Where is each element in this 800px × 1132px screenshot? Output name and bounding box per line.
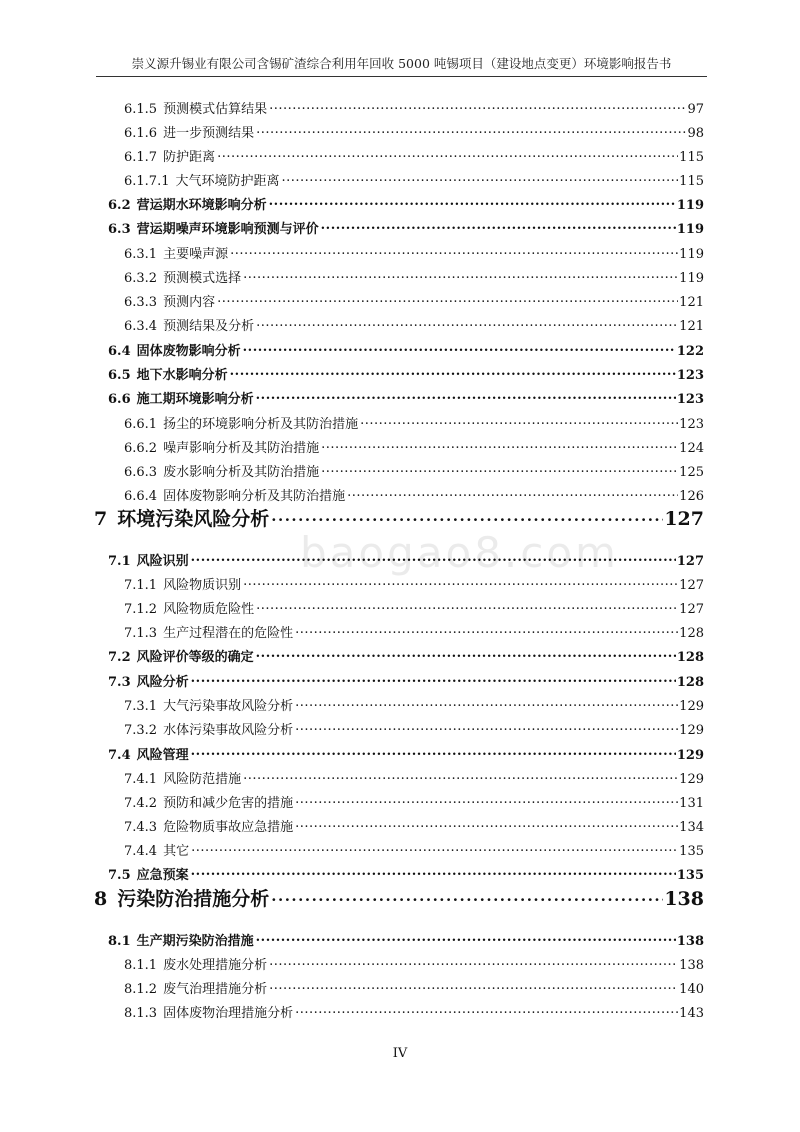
toc-entry-number: 7.4 (108, 748, 131, 763)
dot-leader (269, 956, 678, 969)
toc-entry-page: 127 (676, 554, 704, 569)
toc-entry-page: 123 (679, 417, 704, 432)
toc-entry-page: 135 (679, 844, 704, 859)
toc-entry-number: 6.3.2 (124, 271, 158, 286)
toc-entry-page: 97 (687, 102, 704, 117)
dot-leader (347, 487, 678, 500)
toc-entry[interactable] (124, 978, 704, 997)
toc-entry-page: 121 (679, 295, 704, 310)
toc-entry-number: 7.2 (108, 650, 131, 665)
dot-leader (269, 196, 676, 209)
toc-entry-title: 风险物质识别 (163, 578, 242, 593)
toc-entry-page: 123 (676, 368, 704, 383)
dot-leader (191, 673, 676, 686)
toc-entry[interactable] (124, 437, 704, 456)
toc-entry-number: 6.6 (108, 392, 131, 407)
toc-entry-title: 风险管理 (136, 748, 189, 763)
toc-entry-page: 129 (676, 748, 704, 763)
toc-entry-page: 129 (679, 699, 704, 714)
toc-entry-title: 固体废物影响分析及其防治措施 (163, 489, 346, 504)
toc-entry-number: 6.2 (108, 198, 131, 213)
dot-leader (243, 770, 678, 783)
toc-entry-title: 水体污染事故风险分析 (163, 723, 294, 738)
toc-entry-number: 6.6.1 (124, 417, 158, 432)
toc-entry-page: 121 (679, 319, 704, 334)
toc-entry-title: 其它 (163, 844, 190, 859)
toc-entry-number: 8 (94, 888, 108, 910)
toc-entry-number: 6.3.1 (124, 247, 158, 262)
toc-entry-title: 营运期噪声环境影响预测与评价 (136, 222, 319, 237)
dot-leader (256, 932, 676, 945)
dot-leader (271, 890, 663, 905)
toc-entry-page: 128 (676, 675, 704, 690)
toc-entry[interactable] (124, 461, 704, 480)
toc-entry-page: 115 (679, 150, 704, 165)
page-number: IV (392, 1046, 408, 1061)
toc-entry-number: 7.4.3 (124, 820, 158, 835)
toc-entry[interactable] (108, 550, 704, 569)
dot-leader (295, 794, 678, 807)
toc-entry-number: 6.3.4 (124, 319, 158, 334)
toc-entry-title: 应急预案 (136, 868, 189, 883)
toc-entry[interactable] (108, 364, 704, 383)
toc-entry-title: 风险物质危险性 (163, 602, 255, 617)
toc-entry-number: 6.3 (108, 222, 131, 237)
toc-entry-number: 7.3.1 (124, 699, 158, 714)
toc-entry[interactable] (124, 146, 704, 165)
running-header: 崇义源升锡业有限公司含锡矿渣综合利用年回收 5000 吨锡项目（建设地点变更）环境影响报告书 (131, 56, 672, 71)
toc-entry-title: 扬尘的环境影响分析及其防治措施 (163, 417, 359, 432)
toc-entry-title: 预防和减少危害的措施 (163, 796, 294, 811)
toc-entry[interactable] (124, 695, 704, 714)
toc-entry-page: 138 (676, 934, 704, 949)
dot-leader (217, 148, 678, 161)
toc-entry-number: 8.1.2 (124, 982, 158, 997)
toc-entry[interactable] (108, 218, 704, 237)
toc-entry[interactable] (108, 744, 704, 763)
toc-entry-title: 风险分析 (136, 675, 189, 690)
toc-entry[interactable] (124, 170, 704, 189)
toc-entry-number: 6.5 (108, 368, 131, 383)
toc-entry-title: 防护距离 (163, 150, 216, 165)
toc-entry[interactable] (124, 485, 704, 504)
toc-entry-page: 140 (679, 982, 704, 997)
toc-entry-title: 风险识别 (136, 554, 189, 569)
dot-leader (269, 980, 678, 993)
toc-entry-title: 噪声影响分析及其防治措施 (163, 441, 320, 456)
toc-entry-title: 风险评价等级的确定 (136, 650, 254, 665)
toc-entry-number: 7.1.3 (124, 626, 158, 641)
toc-entry-number: 6.1.7 (124, 150, 158, 165)
toc-entry-page: 98 (687, 126, 704, 141)
dot-leader (256, 648, 676, 661)
toc-entry-number: 6.1.6 (124, 126, 158, 141)
toc-entry-title: 废水影响分析及其防治措施 (163, 465, 320, 480)
toc-entry[interactable] (124, 315, 704, 334)
dot-leader (321, 463, 678, 476)
toc-entry[interactable] (108, 388, 704, 407)
toc-entry-title: 生产过程潜在的危险性 (163, 626, 294, 641)
toc-entry-page: 143 (679, 1006, 704, 1021)
toc-entry[interactable] (124, 719, 704, 738)
toc-entry[interactable] (108, 671, 704, 690)
toc-entry-page: 134 (679, 820, 704, 835)
toc-entry-title: 大气环境防护距离 (175, 174, 280, 189)
toc-entry-page: 123 (676, 392, 704, 407)
toc-entry[interactable] (124, 413, 704, 432)
toc-entry-title: 施工期环境影响分析 (136, 392, 254, 407)
dot-leader (321, 220, 676, 233)
dot-leader (191, 866, 676, 879)
toc-entry[interactable] (124, 792, 704, 811)
toc-entry-title: 环境污染风险分析 (117, 508, 270, 530)
toc-entry-number: 6.3.3 (124, 295, 158, 310)
dot-leader (256, 390, 676, 403)
dot-leader (230, 245, 678, 258)
toc-entry[interactable] (124, 243, 704, 262)
toc-entry-number: 7.3.2 (124, 723, 158, 738)
toc-entry-page: 129 (679, 772, 704, 787)
dot-leader (230, 366, 676, 379)
toc-entry-title: 预测内容 (163, 295, 216, 310)
dot-leader (360, 415, 678, 428)
toc-entry-page: 125 (679, 465, 704, 480)
dot-leader (271, 510, 663, 525)
toc-entry-number: 6.4 (108, 344, 131, 359)
toc-entry[interactable] (124, 1002, 704, 1021)
dot-leader (191, 842, 678, 855)
dot-leader (269, 100, 686, 113)
dot-leader (256, 124, 686, 137)
toc-entry-title: 固体废物治理措施分析 (163, 1006, 294, 1021)
toc-entry-number: 7.1 (108, 554, 131, 569)
toc-entry-number: 7.1.1 (124, 578, 158, 593)
toc-entry-page: 127 (679, 602, 704, 617)
toc-entry[interactable] (124, 598, 704, 617)
toc-entry-number: 7.1.2 (124, 602, 158, 617)
toc-entry-page: 129 (679, 723, 704, 738)
toc-entry-number: 6.6.3 (124, 465, 158, 480)
toc-entry-title: 大气污染事故风险分析 (163, 699, 294, 714)
toc-entry[interactable] (108, 930, 704, 949)
toc-entry-page: 119 (679, 247, 704, 262)
toc-entry-title: 进一步预测结果 (163, 126, 255, 141)
toc-entry-number: 7.4.1 (124, 772, 158, 787)
dot-leader (321, 439, 678, 452)
toc-entry-number: 6.6.2 (124, 441, 158, 456)
toc-entry-number: 8.1.1 (124, 958, 158, 973)
toc-entry-page: 122 (676, 344, 704, 359)
toc-entry[interactable] (108, 194, 704, 213)
toc-entry[interactable] (124, 267, 704, 286)
toc-entry-title: 主要噪声源 (163, 247, 229, 262)
toc-entry-page: 131 (679, 796, 704, 811)
toc-entry[interactable] (108, 864, 704, 883)
toc-entry[interactable] (108, 646, 704, 665)
toc-entry-title: 营运期水环境影响分析 (136, 198, 267, 213)
toc-entry-page: 119 (676, 222, 704, 237)
toc-entry-title: 废水处理措施分析 (163, 958, 268, 973)
toc-entry-page: 128 (676, 650, 704, 665)
toc-entry-page: 138 (679, 958, 704, 973)
toc-entry-title: 固体废物影响分析 (136, 344, 241, 359)
toc-entry-page: 115 (679, 174, 704, 189)
dot-leader (295, 818, 678, 831)
toc-entry[interactable] (108, 340, 704, 359)
dot-leader (295, 697, 678, 710)
toc-entry-number: 7.4.2 (124, 796, 158, 811)
dot-leader (243, 576, 678, 589)
toc-entry-title: 预测模式选择 (163, 271, 242, 286)
dot-leader (256, 600, 678, 613)
dot-leader (295, 721, 678, 734)
toc-entry-page: 124 (679, 441, 704, 456)
dot-leader (243, 269, 678, 282)
toc-entry[interactable] (124, 768, 704, 787)
dot-leader (295, 1004, 678, 1017)
toc-entry[interactable] (124, 840, 704, 859)
dot-leader (217, 293, 678, 306)
toc-entry-page: 119 (676, 198, 704, 213)
toc-entry-title: 地下水影响分析 (136, 368, 228, 383)
toc-entry[interactable] (124, 622, 704, 641)
toc-entry[interactable] (94, 504, 704, 531)
dot-leader (295, 624, 678, 637)
toc-entry[interactable] (124, 122, 704, 141)
toc-entry-number: 7.4.4 (124, 844, 158, 859)
toc-entry-title: 生产期污染防治措施 (136, 934, 254, 949)
dot-leader (243, 342, 676, 355)
toc-entry-number: 6.6.4 (124, 489, 158, 504)
toc-entry-number: 7.3 (108, 675, 131, 690)
dot-leader (191, 552, 676, 565)
toc-entry-page: 126 (679, 489, 704, 504)
toc-entry-number: 7.5 (108, 868, 131, 883)
toc-entry[interactable] (124, 574, 704, 593)
toc-entry-title: 预测模式估算结果 (163, 102, 268, 117)
toc-entry-title: 风险防范措施 (163, 772, 242, 787)
toc-entry-number: 6.1.5 (124, 102, 158, 117)
toc-entry-page: 138 (664, 888, 704, 910)
dot-leader (191, 746, 676, 759)
toc-entry-title: 危险物质事故应急措施 (163, 820, 294, 835)
toc-entry-number: 8.1.3 (124, 1006, 158, 1021)
toc-entry-page: 127 (679, 578, 704, 593)
toc-entry-number: 6.1.7.1 (124, 174, 170, 189)
toc-entry-number: 7 (94, 508, 108, 530)
toc-entry[interactable] (124, 291, 704, 310)
toc-entry-title: 预测结果及分析 (163, 319, 255, 334)
toc-entry[interactable] (124, 954, 704, 973)
toc-entry-title: 污染防治措施分析 (117, 888, 270, 910)
toc-entry[interactable] (94, 884, 704, 911)
toc-entry[interactable] (124, 98, 704, 117)
dot-leader (282, 172, 679, 185)
toc-entry-page: 127 (664, 508, 704, 530)
watermark: baogao8.com (300, 528, 619, 577)
toc-entry[interactable] (124, 816, 704, 835)
toc-entry-page: 135 (676, 868, 704, 883)
dot-leader (256, 317, 678, 330)
header-rule (96, 76, 707, 77)
toc-entry-page: 119 (679, 271, 704, 286)
toc-entry-number: 8.1 (108, 934, 131, 949)
toc-entry-page: 128 (679, 626, 704, 641)
toc-entry-title: 废气治理措施分析 (163, 982, 268, 997)
